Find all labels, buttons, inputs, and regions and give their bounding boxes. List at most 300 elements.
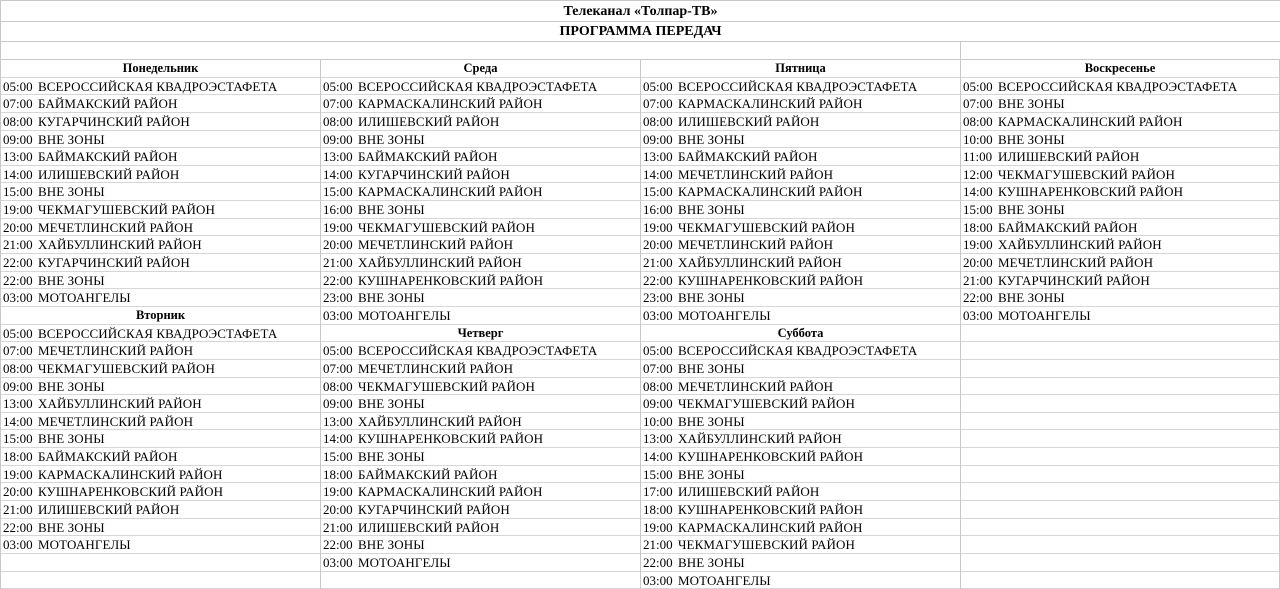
empty-row — [961, 483, 1279, 501]
program-row — [641, 378, 960, 396]
program-row — [641, 236, 960, 254]
program-row — [1, 395, 320, 413]
program-name: БАЙМАКСКИЙ РАЙОН — [38, 449, 178, 465]
day-heading: Среда — [321, 60, 640, 78]
program-time: 13:00 — [323, 149, 353, 165]
program-row — [961, 95, 1279, 113]
program-name: МЕЧЕТЛИНСКИЙ РАЙОН — [38, 219, 194, 235]
program-name: ВСЕРОССИЙСКАЯ КВАДРОЭСТАФЕТА — [38, 78, 278, 94]
program-time: 23:00 — [643, 290, 673, 306]
program-time: 21:00 — [323, 255, 353, 271]
program-row — [641, 413, 960, 431]
program-row — [961, 236, 1279, 254]
program-name: ВНЕ ЗОНЫ — [38, 519, 105, 535]
program-name: ВНЕ ЗОНЫ — [38, 378, 105, 394]
program-row — [1, 325, 320, 343]
program-name: ВНЕ ЗОНЫ — [678, 131, 745, 147]
program-row — [321, 554, 640, 572]
program-row — [1, 236, 320, 254]
program-time: 14:00 — [323, 166, 353, 182]
program-row — [1, 519, 320, 537]
program-time: 22:00 — [963, 290, 993, 306]
program-row — [321, 183, 640, 201]
program-name: ВНЕ ЗОНЫ — [998, 131, 1065, 147]
program-name: ХАЙБУЛЛИНСКИЙ РАЙОН — [358, 413, 522, 429]
program-row — [641, 289, 960, 307]
program-time: 14:00 — [323, 431, 353, 447]
program-time: 05:00 — [3, 325, 33, 341]
program-name: МОТОАНГЕЛЫ — [358, 307, 451, 323]
program-name: КУГАРЧИНСКИЙ РАЙОН — [38, 255, 190, 271]
program-time: 19:00 — [963, 237, 993, 253]
program-row — [641, 201, 960, 219]
program-name: ВНЕ ЗОНЫ — [998, 96, 1065, 112]
program-name: ВНЕ ЗОНЫ — [38, 431, 105, 447]
program-time: 05:00 — [323, 78, 353, 94]
program-name: ВНЕ ЗОНЫ — [38, 184, 105, 200]
program-time: 15:00 — [963, 202, 993, 218]
program-name: КАРМАСКАЛИНСКИЙ РАЙОН — [38, 466, 223, 482]
program-row — [321, 236, 640, 254]
program-time: 14:00 — [643, 449, 673, 465]
program-row — [321, 448, 640, 466]
program-row — [1, 95, 320, 113]
program-time: 03:00 — [323, 307, 353, 323]
program-row — [1, 501, 320, 519]
program-name: ЧЕКМАГУШЕВСКИЙ РАЙОН — [678, 537, 855, 553]
program-time: 10:00 — [963, 131, 993, 147]
program-row — [641, 272, 960, 290]
program-name: ВСЕРОССИЙСКАЯ КВАДРОЭСТАФЕТА — [358, 78, 598, 94]
program-row — [1, 360, 320, 378]
program-time: 20:00 — [643, 237, 673, 253]
program-name: ИЛИШЕВСКИЙ РАЙОН — [678, 484, 820, 500]
program-name: ВСЕРОССИЙСКАЯ КВАДРОЭСТАФЕТА — [38, 325, 278, 341]
program-row — [641, 183, 960, 201]
program-time: 13:00 — [323, 413, 353, 429]
program-row — [961, 113, 1279, 131]
program-row — [641, 501, 960, 519]
program-time: 22:00 — [323, 537, 353, 553]
program-time: 21:00 — [963, 272, 993, 288]
program-row — [1, 536, 320, 554]
program-time: 08:00 — [323, 113, 353, 129]
program-time: 03:00 — [3, 537, 33, 553]
program-name: МЕЧЕТЛИНСКИЙ РАЙОН — [998, 255, 1154, 271]
program-row — [1, 201, 320, 219]
program-time: 21:00 — [3, 502, 33, 518]
program-name: ВНЕ ЗОНЫ — [358, 202, 425, 218]
program-name: ЧЕКМАГУШЕВСКИЙ РАЙОН — [358, 219, 535, 235]
program-name: ЧЕКМАГУШЕВСКИЙ РАЙОН — [998, 166, 1175, 182]
program-time: 23:00 — [323, 290, 353, 306]
program-time: 14:00 — [3, 413, 33, 429]
program-time: 19:00 — [323, 219, 353, 235]
program-time: 05:00 — [643, 78, 673, 94]
program-row — [321, 131, 640, 149]
day-heading: Суббота — [641, 325, 960, 343]
program-name: ВНЕ ЗОНЫ — [358, 396, 425, 412]
program-row — [321, 201, 640, 219]
program-name: ВНЕ ЗОНЫ — [678, 413, 745, 429]
program-name: КУШНАРЕНКОВСКИЙ РАЙОН — [38, 484, 224, 500]
program-name: ИЛИШЕВСКИЙ РАЙОН — [38, 502, 180, 518]
program-name: ХАЙБУЛЛИНСКИЙ РАЙОН — [38, 396, 202, 412]
program-name: КУШНАРЕНКОВСКИЙ РАЙОН — [358, 272, 544, 288]
empty-row — [961, 554, 1279, 572]
program-row — [1, 254, 320, 272]
program-time: 07:00 — [643, 360, 673, 376]
program-time: 09:00 — [3, 131, 33, 147]
spacer-row — [1, 42, 1280, 60]
program-name: КАРМАСКАЛИНСКИЙ РАЙОН — [358, 184, 543, 200]
program-row — [1, 483, 320, 501]
day-column — [641, 60, 961, 589]
program-row — [641, 78, 960, 96]
program-time: 08:00 — [323, 378, 353, 394]
program-row — [321, 519, 640, 537]
program-row — [1, 166, 320, 184]
empty-row — [961, 466, 1279, 484]
program-time: 20:00 — [3, 219, 33, 235]
program-row — [321, 289, 640, 307]
empty-row — [961, 413, 1279, 431]
program-time: 07:00 — [643, 96, 673, 112]
program-name: КУШНАРЕНКОВСКИЙ РАЙОН — [678, 272, 864, 288]
program-name: ИЛИШЕВСКИЙ РАЙОН — [358, 113, 500, 129]
program-name: ВНЕ ЗОНЫ — [678, 202, 745, 218]
day-heading: Понедельник — [1, 60, 320, 78]
program-time: 16:00 — [643, 202, 673, 218]
program-time: 20:00 — [3, 484, 33, 500]
program-time: 19:00 — [643, 219, 673, 235]
program-row — [321, 95, 640, 113]
program-row — [321, 430, 640, 448]
program-time: 13:00 — [643, 431, 673, 447]
program-name: ЧЕКМАГУШЕВСКИЙ РАЙОН — [38, 360, 215, 376]
program-name: МЕЧЕТЛИНСКИЙ РАЙОН — [678, 166, 834, 182]
program-name: ИЛИШЕВСКИЙ РАЙОН — [38, 166, 180, 182]
day-column — [1, 60, 321, 589]
program-time: 09:00 — [323, 396, 353, 412]
program-time: 03:00 — [323, 554, 353, 570]
program-name: ЧЕКМАГУШЕВСКИЙ РАЙОН — [38, 202, 215, 218]
program-time: 09:00 — [643, 396, 673, 412]
program-time: 07:00 — [323, 360, 353, 376]
program-time: 18:00 — [643, 502, 673, 518]
program-row — [321, 360, 640, 378]
program-name: ЧЕКМАГУШЕВСКИЙ РАЙОН — [678, 219, 855, 235]
program-row — [641, 342, 960, 360]
program-time: 22:00 — [3, 519, 33, 535]
program-name: КУШНАРЕНКОВСКИЙ РАЙОН — [678, 502, 864, 518]
program-name: БАЙМАКСКИЙ РАЙОН — [38, 96, 178, 112]
program-row — [641, 360, 960, 378]
program-name: ВСЕРОССИЙСКАЯ КВАДРОЭСТАФЕТА — [678, 343, 918, 359]
program-row — [641, 307, 960, 325]
program-time: 03:00 — [3, 290, 33, 306]
program-row — [321, 413, 640, 431]
empty-row — [961, 360, 1279, 378]
program-time: 07:00 — [323, 96, 353, 112]
program-name: ХАЙБУЛЛИНСКИЙ РАЙОН — [998, 237, 1162, 253]
program-name: МОТОАНГЕЛЫ — [998, 307, 1091, 323]
program-row — [961, 307, 1279, 325]
program-name: КУШНАРЕНКОВСКИЙ РАЙОН — [358, 431, 544, 447]
program-time: 07:00 — [3, 343, 33, 359]
program-time: 08:00 — [643, 378, 673, 394]
program-name: ХАЙБУЛЛИНСКИЙ РАЙОН — [38, 237, 202, 253]
program-time: 15:00 — [643, 466, 673, 482]
empty-row — [961, 501, 1279, 519]
program-time: 03:00 — [963, 307, 993, 323]
program-row — [321, 501, 640, 519]
program-name: ИЛИШЕВСКИЙ РАЙОН — [998, 149, 1140, 165]
program-time: 21:00 — [3, 237, 33, 253]
program-time: 08:00 — [643, 113, 673, 129]
program-name: ВНЕ ЗОНЫ — [678, 466, 745, 482]
program-time: 15:00 — [643, 184, 673, 200]
program-row — [961, 166, 1279, 184]
empty-row — [1, 572, 320, 589]
program-row — [641, 572, 960, 589]
program-time: 13:00 — [3, 149, 33, 165]
program-name: ИЛИШЕВСКИЙ РАЙОН — [678, 113, 820, 129]
day-heading: Четверг — [321, 325, 640, 343]
program-name: МЕЧЕТЛИНСКИЙ РАЙОН — [358, 360, 514, 376]
program-name: КУГАРЧИНСКИЙ РАЙОН — [38, 113, 190, 129]
program-time: 10:00 — [643, 413, 673, 429]
program-row — [321, 219, 640, 237]
program-row — [961, 289, 1279, 307]
program-row — [641, 131, 960, 149]
empty-row — [961, 342, 1279, 360]
day-column — [321, 60, 641, 589]
program-row — [1, 183, 320, 201]
program-name: КАРМАСКАЛИНСКИЙ РАЙОН — [998, 113, 1183, 129]
program-name: МОТОАНГЕЛЫ — [38, 290, 131, 306]
program-row — [641, 254, 960, 272]
program-row — [961, 219, 1279, 237]
program-row — [1, 342, 320, 360]
program-time: 15:00 — [323, 184, 353, 200]
program-name: ВНЕ ЗОНЫ — [358, 537, 425, 553]
program-time: 05:00 — [643, 343, 673, 359]
program-name: БАЙМАКСКИЙ РАЙОН — [998, 219, 1138, 235]
program-time: 05:00 — [3, 78, 33, 94]
program-row — [961, 201, 1279, 219]
program-name: КАРМАСКАЛИНСКИЙ РАЙОН — [678, 519, 863, 535]
empty-row — [961, 325, 1279, 343]
program-time: 22:00 — [643, 272, 673, 288]
program-time: 20:00 — [323, 502, 353, 518]
program-time: 16:00 — [323, 202, 353, 218]
program-name: ВСЕРОССИЙСКАЯ КВАДРОЭСТАФЕТА — [998, 78, 1238, 94]
program-row — [641, 113, 960, 131]
program-time: 18:00 — [3, 449, 33, 465]
empty-row — [961, 536, 1279, 554]
program-name: ВНЕ ЗОНЫ — [678, 554, 745, 570]
program-name: ВНЕ ЗОНЫ — [358, 131, 425, 147]
program-time: 22:00 — [3, 255, 33, 271]
program-time: 21:00 — [323, 519, 353, 535]
program-row — [641, 219, 960, 237]
program-row — [321, 483, 640, 501]
program-name: ХАЙБУЛЛИНСКИЙ РАЙОН — [678, 431, 842, 447]
program-time: 20:00 — [963, 255, 993, 271]
program-name: ВНЕ ЗОНЫ — [678, 290, 745, 306]
program-time: 07:00 — [3, 96, 33, 112]
program-row — [641, 466, 960, 484]
program-time: 21:00 — [643, 255, 673, 271]
program-name: ИЛИШЕВСКИЙ РАЙОН — [358, 519, 500, 535]
program-time: 09:00 — [643, 131, 673, 147]
program-name: БАЙМАКСКИЙ РАЙОН — [38, 149, 178, 165]
program-name: БАЙМАКСКИЙ РАЙОН — [678, 149, 818, 165]
program-time: 15:00 — [3, 431, 33, 447]
program-time: 14:00 — [963, 184, 993, 200]
program-row — [641, 95, 960, 113]
program-row — [321, 342, 640, 360]
program-row — [641, 395, 960, 413]
program-row — [641, 536, 960, 554]
program-row — [961, 183, 1279, 201]
program-name: ВСЕРОССИЙСКАЯ КВАДРОЭСТАФЕТА — [358, 343, 598, 359]
program-row — [1, 413, 320, 431]
program-heading: ПРОГРАММА ПЕРЕДАЧ — [1, 22, 1280, 42]
program-row — [321, 272, 640, 290]
program-row — [641, 430, 960, 448]
program-name: ВНЕ ЗОНЫ — [38, 131, 105, 147]
program-name: ВНЕ ЗОНЫ — [998, 290, 1065, 306]
program-time: 19:00 — [323, 484, 353, 500]
program-row — [641, 483, 960, 501]
empty-row — [1, 554, 320, 572]
program-row — [1, 430, 320, 448]
program-name: КАРМАСКАЛИНСКИЙ РАЙОН — [678, 184, 863, 200]
program-row — [1, 113, 320, 131]
program-row — [961, 148, 1279, 166]
program-row — [321, 78, 640, 96]
program-name: МЕЧЕТЛИНСКИЙ РАЙОН — [38, 413, 194, 429]
program-time: 22:00 — [643, 554, 673, 570]
program-row — [321, 466, 640, 484]
program-name: ВНЕ ЗОНЫ — [358, 449, 425, 465]
program-time: 05:00 — [323, 343, 353, 359]
program-time: 03:00 — [643, 572, 673, 588]
day-heading: Вторник — [1, 307, 320, 325]
program-row — [321, 536, 640, 554]
program-time: 09:00 — [323, 131, 353, 147]
program-name: БАЙМАКСКИЙ РАЙОН — [358, 149, 498, 165]
program-name: КУГАРЧИНСКИЙ РАЙОН — [998, 272, 1150, 288]
program-time: 19:00 — [3, 466, 33, 482]
program-name: ВСЕРОССИЙСКАЯ КВАДРОЭСТАФЕТА — [678, 78, 918, 94]
program-time: 21:00 — [643, 537, 673, 553]
program-time: 18:00 — [323, 466, 353, 482]
program-name: ВНЕ ЗОНЫ — [998, 202, 1065, 218]
program-time: 19:00 — [3, 202, 33, 218]
program-time: 08:00 — [3, 113, 33, 129]
program-name: МОТОАНГЕЛЫ — [38, 537, 131, 553]
program-time: 20:00 — [323, 237, 353, 253]
program-row — [321, 307, 640, 325]
program-time: 15:00 — [3, 184, 33, 200]
program-row — [1, 131, 320, 149]
program-name: ХАЙБУЛЛИНСКИЙ РАЙОН — [678, 255, 842, 271]
program-name: МОТОАНГЕЛЫ — [678, 572, 771, 588]
program-time: 17:00 — [643, 484, 673, 500]
program-name: ВНЕ ЗОНЫ — [38, 272, 105, 288]
program-name: МЕЧЕТЛИНСКИЙ РАЙОН — [358, 237, 514, 253]
program-name: МЕЧЕТЛИНСКИЙ РАЙОН — [678, 378, 834, 394]
program-name: МОТОАНГЕЛЫ — [358, 554, 451, 570]
program-row — [1, 289, 320, 307]
program-name: ВНЕ ЗОНЫ — [358, 290, 425, 306]
program-name: КАРМАСКАЛИНСКИЙ РАЙОН — [678, 96, 863, 112]
program-name: КУГАРЧИНСКИЙ РАЙОН — [358, 166, 510, 182]
program-row — [321, 113, 640, 131]
program-row — [321, 166, 640, 184]
program-name: КУШНАРЕНКОВСКИЙ РАЙОН — [678, 449, 864, 465]
program-time: 11:00 — [963, 149, 993, 165]
program-row — [961, 272, 1279, 290]
program-row — [961, 78, 1279, 96]
program-row — [1, 272, 320, 290]
program-name: КАРМАСКАЛИНСКИЙ РАЙОН — [358, 484, 543, 500]
empty-row — [961, 519, 1279, 537]
program-name: МОТОАНГЕЛЫ — [678, 307, 771, 323]
program-name: ЧЕКМАГУШЕВСКИЙ РАЙОН — [358, 378, 535, 394]
program-row — [641, 148, 960, 166]
program-time: 07:00 — [963, 96, 993, 112]
program-time: 13:00 — [3, 396, 33, 412]
program-row — [321, 378, 640, 396]
program-row — [321, 395, 640, 413]
program-name: КУГАРЧИНСКИЙ РАЙОН — [358, 502, 510, 518]
empty-row — [961, 378, 1279, 396]
program-row — [641, 519, 960, 537]
program-row — [1, 378, 320, 396]
program-name: КАРМАСКАЛИНСКИЙ РАЙОН — [358, 96, 543, 112]
empty-row — [961, 430, 1279, 448]
program-time: 22:00 — [323, 272, 353, 288]
program-row — [1, 148, 320, 166]
program-time: 08:00 — [3, 360, 33, 376]
program-name: ЧЕКМАГУШЕВСКИЙ РАЙОН — [678, 396, 855, 412]
channel-title: Телеканал «Толпар-ТВ» — [1, 1, 1280, 22]
program-time: 14:00 — [643, 166, 673, 182]
program-time: 05:00 — [963, 78, 993, 94]
program-name: МЕЧЕТЛИНСКИЙ РАЙОН — [678, 237, 834, 253]
program-row — [961, 254, 1279, 272]
schedule-grid — [1, 60, 1280, 589]
day-heading: Пятница — [641, 60, 960, 78]
program-row — [641, 554, 960, 572]
program-row — [321, 254, 640, 272]
program-row — [641, 166, 960, 184]
program-time: 19:00 — [643, 519, 673, 535]
empty-row — [961, 395, 1279, 413]
program-row — [1, 448, 320, 466]
program-time: 12:00 — [963, 166, 993, 182]
empty-row — [961, 448, 1279, 466]
program-time: 22:00 — [3, 272, 33, 288]
program-time: 15:00 — [323, 449, 353, 465]
program-row — [1, 466, 320, 484]
program-row — [641, 448, 960, 466]
program-row — [961, 131, 1279, 149]
